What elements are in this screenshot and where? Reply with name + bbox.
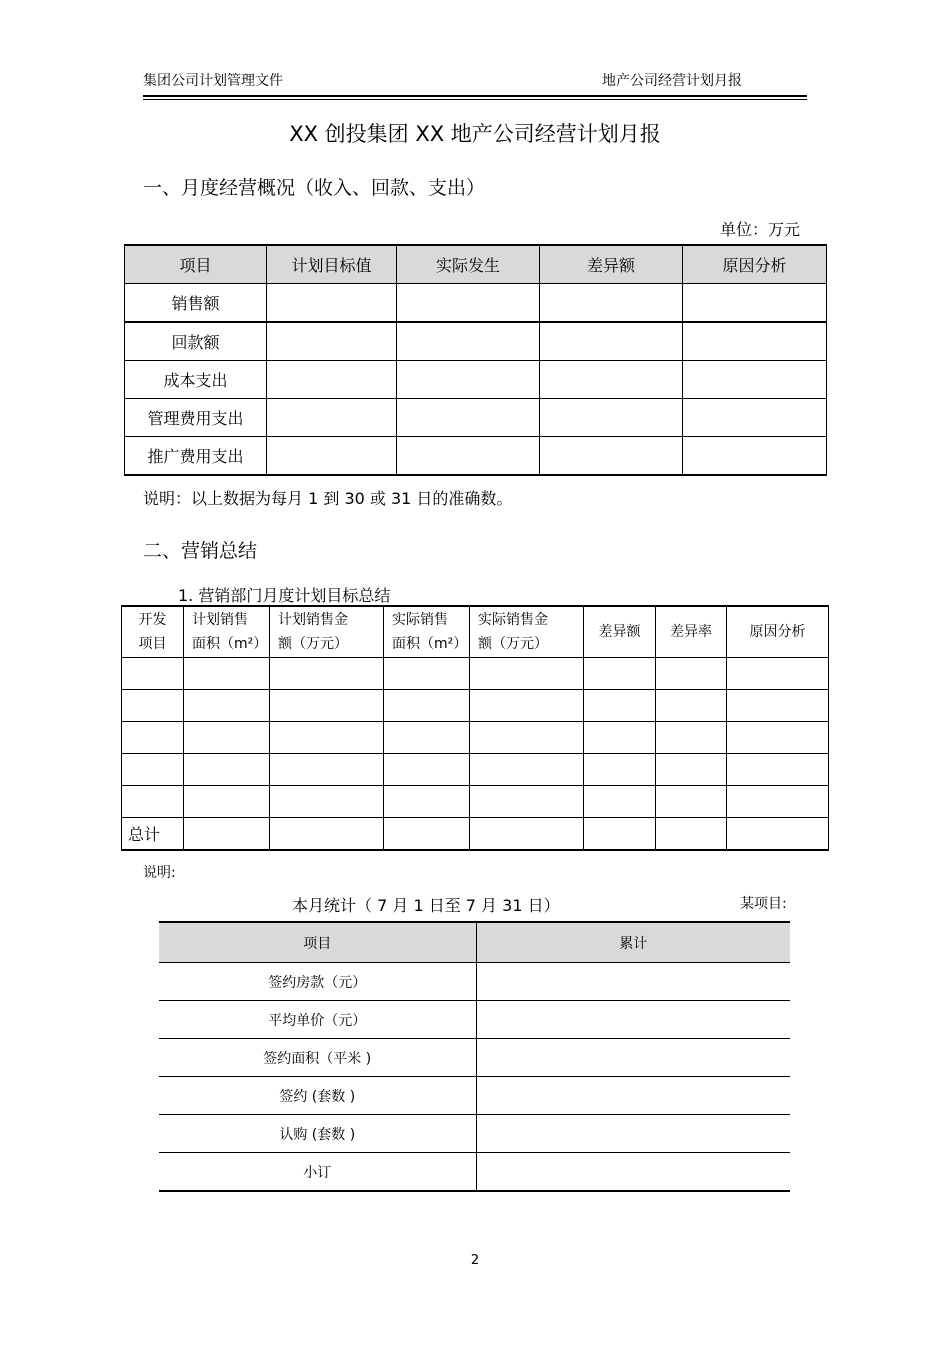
table-cell[interactable] bbox=[656, 658, 727, 690]
table-cell[interactable] bbox=[540, 437, 683, 476]
table-cell[interactable] bbox=[476, 1077, 790, 1115]
table-cell[interactable] bbox=[122, 690, 184, 722]
table-cell[interactable] bbox=[397, 322, 540, 361]
section2-heading: 二、营销总结 bbox=[143, 540, 258, 562]
row-label: 认购 (套数 ) bbox=[159, 1115, 476, 1153]
table-cell[interactable] bbox=[384, 658, 470, 690]
table-cell[interactable] bbox=[270, 818, 384, 851]
table-row bbox=[159, 1001, 790, 1039]
table-cell[interactable] bbox=[397, 399, 540, 437]
table-cell[interactable] bbox=[683, 361, 827, 399]
table-row bbox=[125, 437, 827, 476]
column-header: 项目 bbox=[159, 922, 476, 963]
table-cell[interactable] bbox=[470, 690, 584, 722]
table-cell[interactable] bbox=[184, 786, 270, 818]
table-row bbox=[159, 1039, 790, 1077]
monthly-stats-title: 本月统计（ 7 月 1 日至 7 月 31 日） bbox=[292, 896, 560, 915]
table-cell[interactable] bbox=[540, 284, 683, 323]
table-row bbox=[159, 1153, 790, 1192]
header-line-1: 实际销售金 bbox=[478, 612, 548, 628]
total-row bbox=[122, 818, 829, 851]
column-header bbox=[384, 606, 470, 658]
header-line-2: 项目 bbox=[138, 636, 167, 652]
column-header bbox=[470, 606, 584, 658]
header-line-1: 计划销售金 bbox=[278, 612, 348, 628]
table-row bbox=[159, 963, 790, 1001]
table-cell[interactable] bbox=[727, 786, 829, 818]
table-cell[interactable] bbox=[397, 361, 540, 399]
table-cell[interactable] bbox=[122, 786, 184, 818]
table-cell[interactable] bbox=[184, 658, 270, 690]
header-rule-thin bbox=[143, 99, 807, 100]
header-line-2: 面积（m²） bbox=[392, 636, 468, 652]
table-cell[interactable] bbox=[656, 818, 727, 851]
table-cell[interactable] bbox=[267, 399, 397, 437]
header-line-2: 面积（m²） bbox=[192, 636, 268, 652]
table-cell[interactable] bbox=[270, 722, 384, 754]
table-cell[interactable] bbox=[540, 322, 683, 361]
table-cell[interactable] bbox=[476, 1153, 790, 1192]
table-row bbox=[122, 690, 829, 722]
table-cell[interactable] bbox=[584, 690, 656, 722]
column-header: 原因分析 bbox=[683, 245, 827, 284]
table-cell[interactable] bbox=[470, 786, 584, 818]
table-cell[interactable] bbox=[384, 722, 470, 754]
table-cell[interactable] bbox=[267, 284, 397, 323]
subsection-heading: 1. 营销部门月度计划目标总结 bbox=[178, 586, 391, 605]
table-cell[interactable] bbox=[476, 1001, 790, 1039]
column-header bbox=[122, 606, 184, 658]
table-cell[interactable] bbox=[683, 437, 827, 476]
table-row bbox=[122, 658, 829, 690]
table-cell[interactable] bbox=[584, 658, 656, 690]
table-cell[interactable] bbox=[384, 818, 470, 851]
header-line-1: 开发 bbox=[138, 612, 167, 628]
table-cell[interactable] bbox=[656, 786, 727, 818]
table-cell[interactable] bbox=[470, 658, 584, 690]
table-row bbox=[122, 786, 829, 818]
column-header: 计划目标值 bbox=[267, 245, 397, 284]
table-cell[interactable] bbox=[184, 754, 270, 786]
table-row bbox=[125, 284, 827, 323]
row-label: 成本支出 bbox=[125, 361, 267, 399]
table-cell[interactable] bbox=[270, 690, 384, 722]
total-label: 总计 bbox=[122, 818, 184, 851]
header-rule-thick bbox=[143, 95, 807, 97]
table-cell[interactable] bbox=[683, 399, 827, 437]
marketing-target-table bbox=[121, 605, 829, 851]
table-row bbox=[125, 399, 827, 437]
table-cell[interactable] bbox=[122, 658, 184, 690]
table-cell[interactable] bbox=[727, 754, 829, 786]
header-right: 地产公司经营计划月报 bbox=[602, 73, 742, 89]
table-cell[interactable] bbox=[267, 437, 397, 476]
section1-note: 说明：以上数据为每月 1 到 30 或 31 日的准确数。 bbox=[143, 489, 513, 508]
table-cell[interactable] bbox=[270, 786, 384, 818]
table-cell[interactable] bbox=[470, 722, 584, 754]
table-cell[interactable] bbox=[683, 284, 827, 323]
column-header: 累计 bbox=[476, 922, 790, 963]
table-cell[interactable] bbox=[476, 1115, 790, 1153]
table-row bbox=[159, 1115, 790, 1153]
section2-note: 说明: bbox=[143, 865, 176, 881]
table-cell[interactable] bbox=[270, 658, 384, 690]
row-label: 推广费用支出 bbox=[125, 437, 267, 476]
table-cell[interactable] bbox=[267, 322, 397, 361]
column-header: 原因分析 bbox=[727, 606, 829, 658]
table-cell[interactable] bbox=[656, 690, 727, 722]
table-row bbox=[159, 1077, 790, 1115]
project-label: 某项目: bbox=[740, 896, 787, 912]
table-cell[interactable] bbox=[184, 722, 270, 754]
row-label: 平均单价（元） bbox=[159, 1001, 476, 1039]
column-header: 实际发生 bbox=[397, 245, 540, 284]
table-cell[interactable] bbox=[656, 722, 727, 754]
unit-label: 单位：万元 bbox=[719, 220, 800, 239]
monthly-stats-table bbox=[159, 921, 790, 1192]
column-header: 差异额 bbox=[584, 606, 656, 658]
document-title: XX 创投集团 XX 地产公司经营计划月报 bbox=[289, 122, 661, 146]
table-cell[interactable] bbox=[540, 361, 683, 399]
table-cell[interactable] bbox=[683, 322, 827, 361]
table-cell[interactable] bbox=[584, 754, 656, 786]
table-row bbox=[125, 322, 827, 361]
table-cell[interactable] bbox=[727, 818, 829, 851]
table-cell[interactable] bbox=[476, 963, 790, 1001]
table-cell[interactable] bbox=[584, 722, 656, 754]
column-header: 项目 bbox=[125, 245, 267, 284]
header-line-1: 实际销售 bbox=[392, 612, 448, 628]
column-header bbox=[270, 606, 384, 658]
table-cell[interactable] bbox=[470, 818, 584, 851]
table-header-row bbox=[159, 922, 790, 963]
table-row bbox=[122, 754, 829, 786]
table-header-row bbox=[125, 245, 827, 284]
table-cell[interactable] bbox=[470, 754, 584, 786]
table-cell[interactable] bbox=[122, 722, 184, 754]
table-cell[interactable] bbox=[384, 754, 470, 786]
table-cell[interactable] bbox=[727, 722, 829, 754]
row-label: 回款额 bbox=[125, 322, 267, 361]
table-cell[interactable] bbox=[397, 284, 540, 323]
table-row bbox=[125, 361, 827, 399]
row-label: 小订 bbox=[159, 1153, 476, 1192]
header-line-2: 额（万元） bbox=[278, 636, 348, 652]
section1-heading: 一、月度经营概况（收入、回款、支出） bbox=[143, 177, 486, 199]
table-cell[interactable] bbox=[540, 399, 683, 437]
row-label: 销售额 bbox=[125, 284, 267, 323]
table-cell[interactable] bbox=[184, 690, 270, 722]
table-cell[interactable] bbox=[656, 754, 727, 786]
row-label: 签约 (套数 ) bbox=[159, 1077, 476, 1115]
row-label: 管理费用支出 bbox=[125, 399, 267, 437]
table-cell[interactable] bbox=[727, 658, 829, 690]
header-left: 集团公司计划管理文件 bbox=[143, 73, 283, 89]
row-label: 签约房款（元） bbox=[159, 963, 476, 1001]
table-cell[interactable] bbox=[267, 361, 397, 399]
column-header: 差异率 bbox=[656, 606, 727, 658]
table-row bbox=[122, 722, 829, 754]
table-cell[interactable] bbox=[584, 818, 656, 851]
column-header: 差异额 bbox=[540, 245, 683, 284]
table-cell[interactable] bbox=[476, 1039, 790, 1077]
table-cell[interactable] bbox=[727, 690, 829, 722]
table-cell[interactable] bbox=[584, 786, 656, 818]
table-cell[interactable] bbox=[397, 437, 540, 476]
header-line-1: 计划销售 bbox=[192, 612, 248, 628]
table-header-row bbox=[122, 606, 829, 658]
monthly-overview-table bbox=[124, 244, 827, 476]
table-cell[interactable] bbox=[270, 754, 384, 786]
table-cell[interactable] bbox=[184, 818, 270, 851]
row-label: 签约面积（平米 ) bbox=[159, 1039, 476, 1077]
table-cell[interactable] bbox=[122, 754, 184, 786]
column-header bbox=[184, 606, 270, 658]
page-number: 2 bbox=[470, 1253, 480, 1268]
table-cell[interactable] bbox=[384, 786, 470, 818]
header-line-2: 额（万元） bbox=[478, 636, 548, 652]
table-cell[interactable] bbox=[384, 690, 470, 722]
